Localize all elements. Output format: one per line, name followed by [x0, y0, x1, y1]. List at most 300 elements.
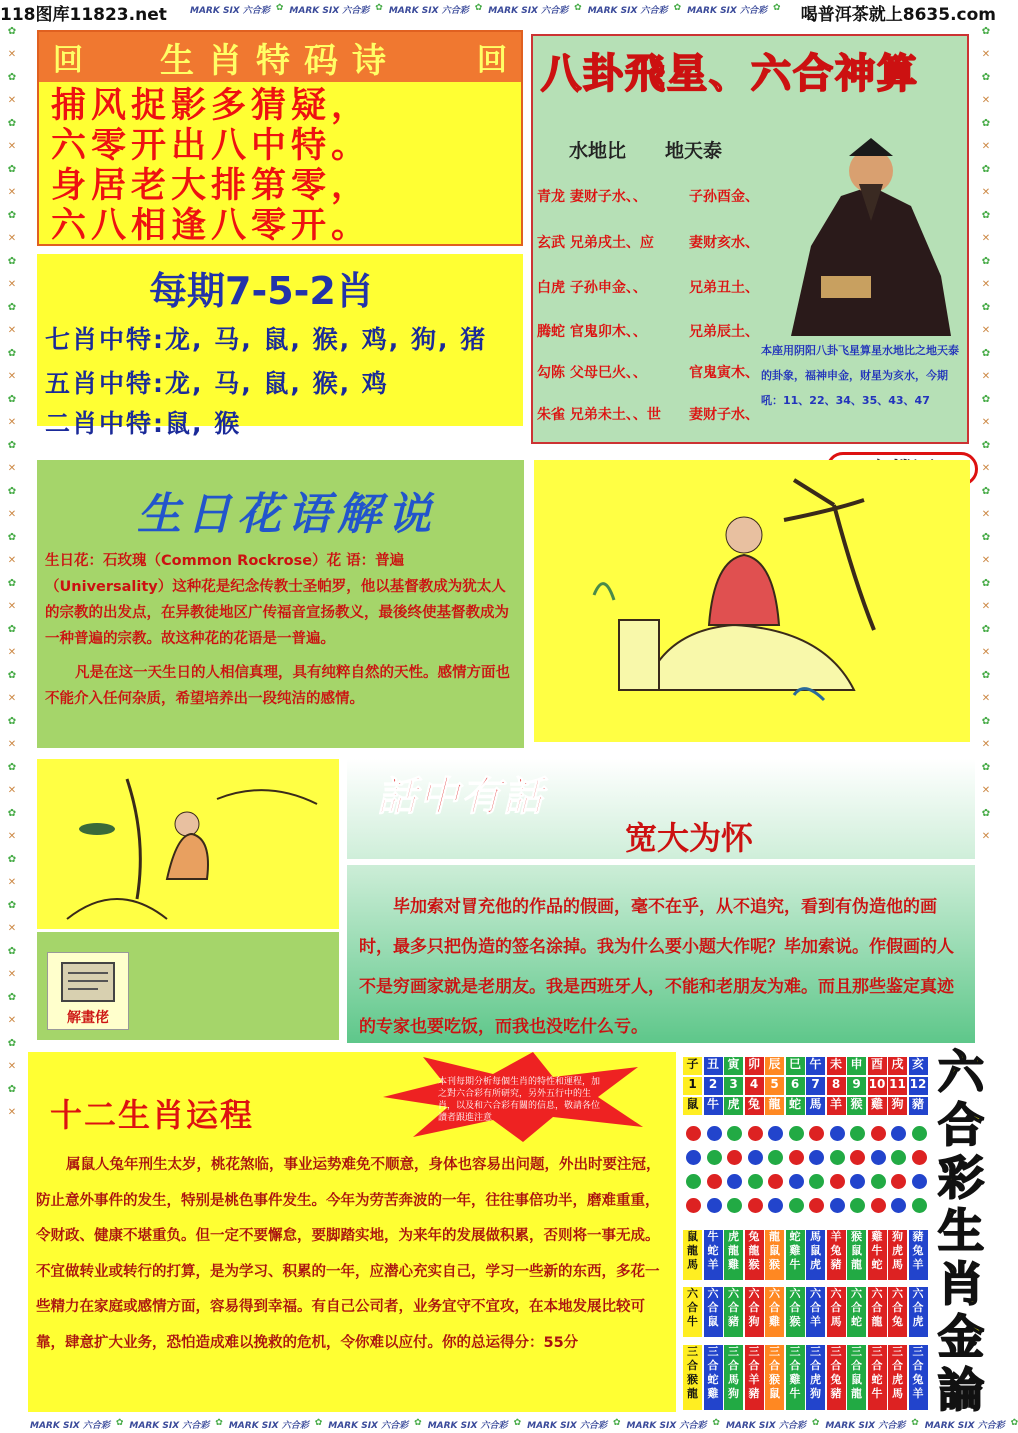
zodiac-pair: 馬 鼠 虎	[806, 1230, 825, 1280]
painting-explainer-button[interactable]	[47, 952, 129, 1030]
flower-paragraph: 凡是在这一天生日的人相信真理，具有纯粹自然的天性。感情方面也不能介入任何杂质，希望培养出一段纯洁的感情。	[45, 665, 510, 707]
zodiac-table-column	[888, 1055, 907, 1412]
flower-icon: ✕	[981, 739, 991, 750]
frame-glyph-icon: 回	[53, 43, 83, 78]
flower-icon: ✿	[215, 1418, 223, 1428]
flower-icon: ✿	[7, 486, 17, 497]
zodiac-number: 8	[827, 1077, 846, 1095]
flower-icon: ✕	[981, 279, 991, 290]
zodiac-sanhe: 三 合 鼠 龍	[847, 1345, 866, 1410]
zodiac-table-column	[704, 1055, 723, 1412]
flower-icon: ✕	[7, 739, 17, 750]
flower-icon: ✿	[981, 164, 991, 175]
zodiac-animal: 羊	[827, 1097, 846, 1115]
flower-icon: ✕	[981, 141, 991, 152]
border-mark-six-label: MARK SIX 六合彩	[190, 6, 270, 16]
bagua-row: 白虎 子孙申金、、	[537, 280, 647, 296]
flower-icon: ✿	[981, 762, 991, 773]
number-ball-icon	[808, 1197, 825, 1214]
flower-icon: ✿	[981, 26, 991, 37]
flower-icon: ✿	[314, 1418, 323, 1428]
flower-icon: ✕	[7, 1107, 17, 1118]
zodiac-liuhe: 六 合 豬	[724, 1287, 743, 1337]
guide-cartoon-icon	[37, 759, 339, 929]
border-mark-six-label: MARK SIX 六合彩	[328, 1421, 409, 1431]
zodiac-animal: 豬	[909, 1097, 928, 1115]
number-ball-icon	[788, 1149, 805, 1166]
flower-icon: ✕	[7, 95, 17, 106]
flower-icon: ✿	[474, 3, 483, 13]
site-name-left: 118图库11823.net	[0, 5, 167, 25]
number-ball-icon	[829, 1149, 846, 1166]
two-zodiac-line: 二肖中特:鼠, 猴	[45, 409, 242, 438]
gold-title-char: 六	[938, 1045, 984, 1099]
bagua-row: 勾陈 父母巳火、、	[537, 365, 647, 381]
flower-icon: ✕	[981, 831, 991, 842]
zodiac-branch: 巳	[786, 1057, 805, 1075]
zodiac-number: 9	[847, 1077, 866, 1095]
number-ball-icon	[767, 1149, 784, 1166]
zodiac-animal: 蛇	[786, 1097, 805, 1115]
zodiac-table-column	[868, 1055, 887, 1412]
poem-line: 六八相逢八零开。	[51, 205, 372, 246]
zodiac-number: 11	[888, 1077, 907, 1095]
zodiac-pair: 狗 虎 馬	[888, 1230, 907, 1280]
zodiac-table-column	[683, 1055, 702, 1412]
zodiac-branch: 申	[847, 1057, 866, 1075]
number-ball-icon	[706, 1149, 723, 1166]
flower-icon: ✕	[7, 831, 17, 842]
poem-title: 生肖特码诗	[160, 40, 400, 81]
zodiac-poem-panel	[37, 30, 523, 246]
flower-icon: ✿	[712, 1418, 720, 1428]
flower-icon: ✿	[7, 1038, 17, 1049]
flower-icon: ✿	[7, 808, 17, 819]
flower-icon: ✕	[7, 49, 17, 60]
flower-icon: ✿	[574, 3, 582, 13]
gold-title-char: 論	[938, 1363, 984, 1417]
gold-title-char: 金	[938, 1310, 984, 1364]
flower-icon: ✿	[7, 578, 17, 589]
zodiac-pair: 虎 龍 雞	[724, 1230, 743, 1280]
zodiac-liuhe: 六 合 鼠	[704, 1287, 723, 1337]
flower-icon: ✿	[981, 486, 991, 497]
guide-cartoon-image	[37, 759, 339, 929]
border-mark-six-label: MARK SIX 六合彩	[228, 1421, 309, 1431]
flower-icon: ✿	[275, 3, 284, 13]
flower-icon: ✿	[7, 348, 17, 359]
thinker-cartoon-image	[534, 460, 970, 742]
right-border-strip	[976, 26, 996, 1041]
flower-icon: ✿	[7, 302, 17, 313]
flower-icon: ✿	[612, 1418, 621, 1428]
flower-icon: ✕	[7, 601, 17, 612]
number-ball-icon	[911, 1173, 928, 1190]
zodiac-branch: 寅	[724, 1057, 743, 1075]
flower-icon: ✿	[1010, 1418, 1018, 1428]
flower-icon: ✕	[7, 463, 17, 474]
number-ball-icon	[788, 1125, 805, 1142]
zodiac-liuhe: 六 合 猴	[786, 1287, 805, 1337]
zodiac-table-column	[847, 1055, 866, 1412]
zodiac-branch: 辰	[765, 1057, 784, 1075]
flower-icon: ✕	[981, 647, 991, 658]
poem-line: 身居老大排第零，	[51, 165, 372, 206]
flower-icon: ✿	[981, 578, 991, 589]
bagua-row-right: 子孙酉金、	[689, 189, 759, 205]
flower-icon: ✿	[7, 440, 17, 451]
bagua-row: 青龙 妻财子水、、	[537, 189, 647, 205]
zodiac-liuhe: 六 合 虎	[909, 1287, 928, 1337]
number-ball-icon	[747, 1125, 764, 1142]
border-mark-six-label: MARK SIX 六合彩	[427, 1421, 508, 1431]
flower-icon: ✿	[7, 670, 17, 681]
seven-zodiac-line: 七肖中特:龙, 马, 鼠, 猴, 鸡, 狗, 猪	[45, 325, 488, 354]
flower-icon: ✿	[7, 532, 17, 543]
border-mark-six-label: MARK SIX 六合彩	[30, 1421, 110, 1431]
bagua-note: 本座用阴阳八卦飞星算星水地比之地天泰的卦象，福神申金，财星为亥水，今期吼：11、22、34、35、43、47	[761, 344, 959, 407]
flower-icon: ✕	[7, 371, 17, 382]
zodiac-number: 2	[704, 1077, 723, 1095]
flower-icon: ✕	[981, 555, 991, 566]
zodiac-branch: 午	[806, 1057, 825, 1075]
flower-icon: ✕	[981, 417, 991, 428]
number-ball-icon	[685, 1125, 702, 1142]
zodiac-pair: 雞 牛 蛇	[868, 1230, 887, 1280]
flower-icon: ✕	[981, 601, 991, 612]
zodiac-branch: 卯	[745, 1057, 764, 1075]
flower-icon: ✿	[981, 302, 991, 313]
number-ball-icon	[706, 1197, 723, 1214]
number-ball-icon	[890, 1125, 907, 1142]
zodiac-branch: 子	[683, 1057, 702, 1075]
border-mark-six-label: MARK SIX 六合彩	[289, 6, 370, 16]
flower-icon: ✕	[7, 693, 17, 704]
number-ball-icon	[849, 1149, 866, 1166]
number-ball-icon	[747, 1149, 764, 1166]
flower-icon: ✕	[7, 279, 17, 290]
flower-icon: ✿	[375, 3, 383, 13]
flower-icon: ✿	[7, 762, 17, 773]
zodiac-sanhe: 三 合 雞 牛	[786, 1345, 805, 1410]
flower-icon: ✿	[7, 624, 17, 635]
number-ball-icon	[870, 1173, 887, 1190]
number-ball-icon	[706, 1125, 723, 1142]
flower-icon: ✿	[981, 118, 991, 129]
zodiac-sanhe: 三 合 兔 羊	[909, 1345, 928, 1410]
flower-icon: ✕	[981, 325, 991, 336]
gold-title-char: 肖	[938, 1257, 984, 1311]
gold-title-char: 合	[938, 1098, 984, 1152]
border-mark-six-label: MARK SIX 六合彩	[527, 1421, 607, 1431]
zodiac-liuhe: 六 合 羊	[806, 1287, 825, 1337]
zodiac-table-column	[827, 1055, 846, 1412]
border-mark-six-label: MARK SIX 六合彩	[687, 6, 767, 16]
zodiac-liuhe: 六 合 雞	[765, 1287, 784, 1337]
words-within-words-panel	[347, 759, 975, 1043]
flower-icon: ✿	[981, 532, 991, 543]
painting-explainer-label: 解畫佬	[67, 1010, 109, 1026]
starburst-text: 本刊每期分析每個生肖的特性和運程，加之對六合彩有所研究，另外五行中的生肖，以及和六合彩有關的信息，敬請各位讀者跟進注意	[438, 1077, 601, 1123]
zodiac-table-column	[806, 1055, 825, 1412]
flower-icon: ✕	[7, 647, 17, 658]
number-ball-icon	[788, 1197, 805, 1214]
zodiac-number: 5	[765, 1077, 784, 1095]
zodiac-sanhe: 三 合 羊 豬	[745, 1345, 764, 1410]
flower-icon: ✕	[7, 1015, 17, 1026]
zodiac-table-column	[724, 1055, 743, 1412]
flower-paragraph: 生日花：石玫瑰（Common Rockrose）花 语：普遍（Universality）这种花是纪念传教士圣帕罗，他以基督教成为犹太人的宗教的出发点，在异教徒地区广传福音宣扬教义，最後终使基督教成为一种普遍的宗教。故这种花的花语是一普遍。	[45, 553, 509, 647]
flower-icon: ✿	[513, 1418, 522, 1428]
border-mark-six-label: MARK SIX 六合彩	[488, 6, 569, 16]
zodiac-animal: 龍	[765, 1097, 784, 1115]
zodiac-sanhe: 三 合 兔 豬	[827, 1345, 846, 1410]
flower-icon: ✿	[7, 118, 17, 129]
painting-explainer-panel	[37, 932, 339, 1040]
number-ball-icon	[911, 1125, 928, 1142]
zodiac-pair: 龍 鼠 猴	[765, 1230, 784, 1280]
zodiac-liuhe: 六 合 牛	[683, 1287, 702, 1337]
number-ball-icon	[685, 1149, 702, 1166]
flower-icon: ✿	[414, 1418, 422, 1428]
flower-icon: ✿	[7, 394, 17, 405]
zodiac-number: 6	[786, 1077, 805, 1095]
zodiac-number: 1	[683, 1077, 702, 1095]
number-ball-icon	[911, 1149, 928, 1166]
number-ball-icon	[706, 1173, 723, 1190]
five-zodiac-line: 五肖中特:龙, 马, 鼠, 猴, 鸡	[45, 369, 389, 398]
zodiac-fortune-panel	[28, 1052, 676, 1412]
period-picks-panel	[37, 254, 523, 438]
flower-icon: ✿	[7, 256, 17, 267]
zodiac-liuhe: 六 合 馬	[827, 1287, 846, 1337]
zodiac-pair: 豬 兔 羊	[909, 1230, 928, 1280]
flower-icon: ✕	[981, 95, 991, 106]
number-ball-icon	[849, 1197, 866, 1214]
number-ball-icon	[726, 1149, 743, 1166]
border-mark-six-label: MARK SIX 六合彩	[388, 6, 469, 16]
frame-glyph-icon: 回	[477, 43, 507, 78]
zodiac-table-column	[745, 1055, 764, 1412]
flower-icon: ✿	[981, 394, 991, 405]
number-ball-icon	[767, 1125, 784, 1142]
zodiac-pair: 羊 兔 豬	[827, 1230, 846, 1280]
flower-icon: ✿	[7, 164, 17, 175]
flower-icon: ✿	[7, 1084, 17, 1095]
zodiac-table-column	[786, 1055, 805, 1412]
zodiac-animal: 猴	[847, 1097, 866, 1115]
gold-title-char: 生	[938, 1204, 984, 1258]
gold-title-char: 彩	[938, 1151, 984, 1205]
number-ball-icon	[890, 1149, 907, 1166]
number-ball-icon	[808, 1173, 825, 1190]
flower-icon: ✿	[981, 808, 991, 819]
border-mark-six-label: MARK SIX 六合彩	[626, 1421, 707, 1431]
border-mark-six-label: MARK SIX 六合彩	[825, 1421, 906, 1431]
gua-right-label: 地天泰	[665, 140, 723, 162]
fortune-body: 属鼠人兔年刑生太岁，桃花煞临，事业运势难免不顺意，身体也容易出问题，外出时要注冠，防止意外事件的发生，特别是桃色事件发生。今年为劳苦奔波的一年，往往事倍功半，磨难重重，令财政、健康不堪重负。但一定不要懈怠，要脚踏实地，为来年的发展做积累，否则将一事无成。不宜做转业或转行的打算，是为学习、积累的一年，应潜心充实自己，学习一些新的东西，多花一些精力在家庭或感情方面，容易得到幸福。有自己公司者，业务宜守不宜攻，在本地发展比较可靠，肆意扩大业务，恐怕造成难以挽救的危机，令你难以应付。你的总运得分：55分	[36, 1157, 661, 1351]
bagua-panel	[531, 34, 969, 444]
poem-line: 六零开出八中特。	[51, 125, 372, 166]
zodiac-pair: 猴 鼠 龍	[847, 1230, 866, 1280]
number-ball-icon	[726, 1197, 743, 1214]
scroll-book-icon	[48, 953, 128, 1009]
zodiac-liuhe: 六 合 狗	[745, 1287, 764, 1337]
number-ball-icon	[829, 1197, 846, 1214]
flower-icon: ✿	[981, 256, 991, 267]
poem-header	[39, 32, 521, 82]
bagua-row-right: 妻财子水、	[689, 407, 759, 423]
flower-icon: ✿	[981, 348, 991, 359]
bagua-title: 八卦飛星、六合神算	[541, 50, 919, 97]
flower-icon: ✕	[981, 233, 991, 244]
zodiac-number: 12	[909, 1077, 928, 1095]
flower-icon: ✕	[7, 877, 17, 888]
flower-icon: ✿	[673, 3, 682, 13]
flower-icon: ✕	[981, 371, 991, 382]
thinker-cartoon-icon	[534, 460, 970, 742]
zodiac-sanhe: 三 合 虎 馬	[888, 1345, 907, 1410]
site-name-right: 喝普洱茶就上8635.com	[800, 5, 996, 25]
top-border-strip	[190, 3, 781, 16]
number-ball-icon	[849, 1173, 866, 1190]
flower-icon: ✕	[7, 555, 17, 566]
bagua-row: 朱雀 兄弟未土、、世	[537, 407, 661, 423]
zodiac-sanhe: 三 合 蛇 牛	[868, 1345, 887, 1410]
zodiac-animal: 鼠	[683, 1097, 702, 1115]
bagua-row-right: 兄弟丑土、	[689, 280, 759, 296]
zodiac-animal: 兔	[745, 1097, 764, 1115]
number-ball-icon	[829, 1173, 846, 1190]
zodiac-animal: 狗	[888, 1097, 907, 1115]
bagua-row: 腾蛇 官鬼卯木、、	[537, 324, 647, 340]
flower-icon: ✕	[981, 187, 991, 198]
words-body: 毕加索对冒充他的作品的假画，毫不在乎，从不追究，看到有伪造他的画时，最多只把伪造的签名涂掉。我为什么要小题大作呢？毕加索说。作假画的人不是穷画家就是老朋友。我是西班牙人，不能和老朋友为难。而且那些鉴定真迹的专家也要吃饭，而我也没吃什么亏。	[359, 897, 954, 1037]
flower-icon: ✿	[911, 1418, 919, 1428]
number-ball-icon	[849, 1125, 866, 1142]
zodiac-branch: 亥	[909, 1057, 928, 1075]
flower-icon: ✕	[7, 1061, 17, 1072]
flower-icon: ✿	[7, 72, 17, 83]
number-ball-icon	[747, 1197, 764, 1214]
left-border-strip	[2, 26, 22, 1416]
zodiac-branch: 未	[827, 1057, 846, 1075]
flower-icon: ✕	[7, 785, 17, 796]
number-ball-icon	[685, 1197, 702, 1214]
gua-left-label: 水地比	[569, 140, 627, 162]
border-mark-six-label: MARK SIX 六合彩	[725, 1421, 806, 1431]
bottom-border-strip	[30, 1418, 1018, 1431]
bagua-row-right: 兄弟辰土、	[689, 324, 759, 340]
words-subtitle: 宽大为怀	[625, 819, 754, 857]
zodiac-branch: 戌	[888, 1057, 907, 1075]
flower-icon: ✿	[772, 3, 781, 13]
zodiac-liuhe: 六 合 兔	[888, 1287, 907, 1337]
flower-icon: ✿	[7, 854, 17, 865]
number-ball-icon	[726, 1125, 743, 1142]
zodiac-pair: 牛 蛇 羊	[704, 1230, 723, 1280]
zodiac-animal: 雞	[868, 1097, 887, 1115]
flower-icon: ✕	[7, 233, 17, 244]
flower-icon: ✕	[7, 417, 17, 428]
zodiac-animal: 牛	[704, 1097, 723, 1115]
number-ball-icon	[890, 1173, 907, 1190]
number-ball-icon	[911, 1197, 928, 1214]
zodiac-number: 7	[806, 1077, 825, 1095]
zodiac-liuhe: 六 合 蛇	[847, 1287, 866, 1337]
zodiac-sanhe: 三 合 猴 鼠	[765, 1345, 784, 1410]
number-ball-icon	[767, 1173, 784, 1190]
flower-icon: ✿	[7, 992, 17, 1003]
flower-icon: ✕	[7, 969, 17, 980]
bagua-row: 玄武 兄弟戌土、应	[537, 235, 654, 251]
period-title: 每期7-5-2肖	[149, 269, 374, 313]
birthday-flower-panel	[37, 460, 524, 748]
number-ball-icon	[829, 1125, 846, 1142]
flower-icon: ✿	[981, 624, 991, 635]
zodiac-pair: 鼠 龍 馬	[683, 1230, 702, 1280]
zodiac-sanhe: 三 合 猴 龍	[683, 1345, 702, 1410]
sage-portrait-icon	[771, 126, 956, 346]
number-ball-icon	[788, 1173, 805, 1190]
divider	[347, 859, 975, 865]
zodiac-number: 4	[745, 1077, 764, 1095]
flower-icon: ✿	[7, 26, 17, 37]
zodiac-pair: 兔 龍 猴	[745, 1230, 764, 1280]
zodiac-branch: 酉	[868, 1057, 887, 1075]
number-ball-icon	[808, 1149, 825, 1166]
zodiac-branch: 丑	[704, 1057, 723, 1075]
flower-icon: ✿	[981, 440, 991, 451]
flower-icon: ✕	[7, 325, 17, 336]
liuhecai-zodiac-title	[930, 1046, 992, 1416]
flower-icon: ✿	[7, 900, 17, 911]
zodiac-animal: 馬	[806, 1097, 825, 1115]
flower-icon: ✕	[7, 509, 17, 520]
words-title: 話中有話	[377, 773, 545, 820]
zodiac-table-column	[909, 1055, 928, 1412]
flower-icon: ✕	[981, 509, 991, 520]
fortune-title: 十二生肖运程	[50, 1096, 255, 1134]
zodiac-sanhe: 三 合 蛇 雞	[704, 1345, 723, 1410]
flower-icon: ✕	[7, 187, 17, 198]
zodiac-sanhe: 三 合 虎 狗	[806, 1345, 825, 1410]
flower-icon: ✿	[7, 946, 17, 957]
zodiac-table	[683, 1055, 931, 1412]
number-ball-icon	[890, 1197, 907, 1214]
border-mark-six-label: MARK SIX 六合彩	[924, 1421, 1005, 1431]
flower-icon: ✿	[7, 716, 17, 727]
border-mark-six-label: MARK SIX 六合彩	[129, 1421, 210, 1431]
flower-icon: ✿	[981, 670, 991, 681]
zodiac-animal: 虎	[724, 1097, 743, 1115]
flower-icon: ✿	[7, 210, 17, 221]
flower-title: 生日花语解说	[137, 489, 437, 540]
number-ball-icon	[870, 1149, 887, 1166]
flower-icon: ✕	[981, 463, 991, 474]
zodiac-number: 10	[868, 1077, 887, 1095]
zodiac-pair: 蛇 雞 牛	[786, 1230, 805, 1280]
flower-icon: ✕	[981, 693, 991, 704]
zodiac-table-column	[765, 1055, 784, 1412]
border-mark-six-label: MARK SIX 六合彩	[587, 6, 668, 16]
bagua-row-right: 妻财亥水、	[689, 235, 759, 251]
flower-icon: ✕	[981, 785, 991, 796]
flower-icon: ✿	[981, 72, 991, 83]
bagua-row-right: 官鬼寅木、	[689, 365, 759, 381]
flower-icon: ✿	[981, 210, 991, 221]
number-ball-icon	[767, 1197, 784, 1214]
